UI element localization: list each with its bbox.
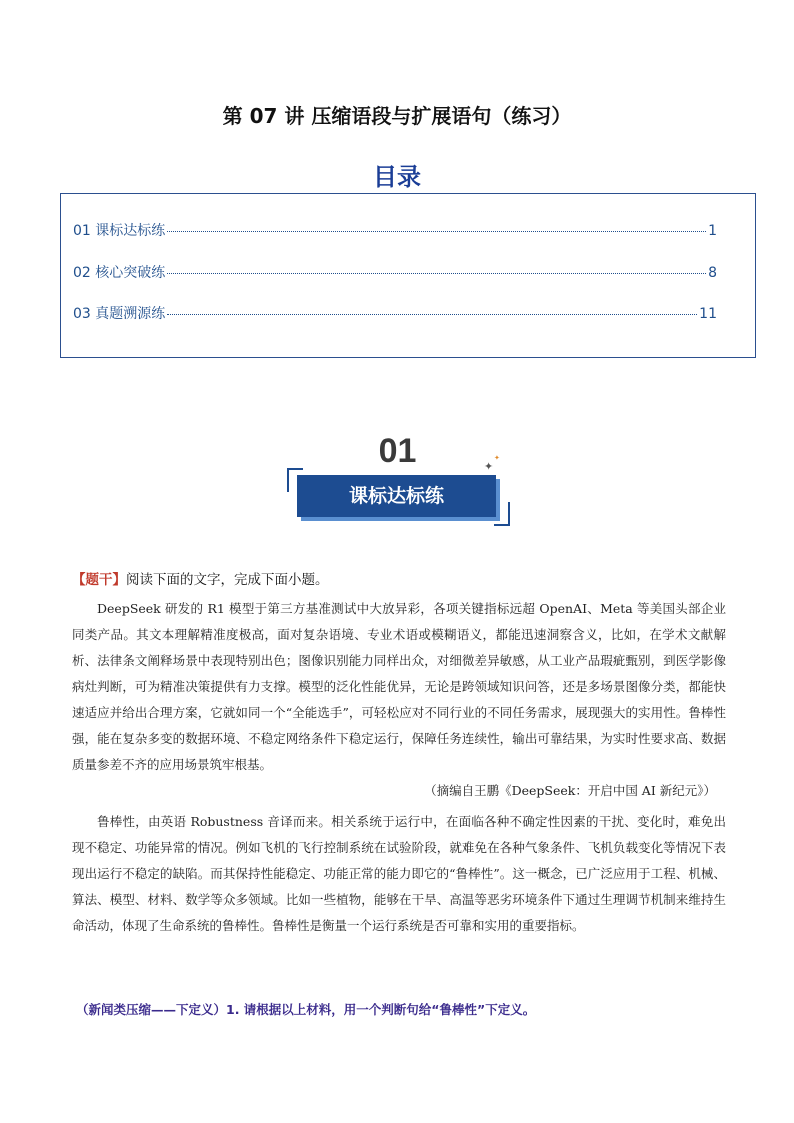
toc-leader [167,231,706,232]
sparkle-icon: ✦ [494,454,500,462]
toc-item-1[interactable] [73,220,717,240]
toc-leader [167,273,706,274]
toc-item-label[interactable]: 02 核心突破练 [73,265,166,281]
document-title: 第 07 讲 压缩语段与扩展语句（练习） [222,104,572,128]
stem-tag: 【题干】 [72,572,126,588]
passage-source: （摘编自王鹏《DeepSeek：开启中国 AI 新纪元》） [424,783,716,798]
stem-text: 阅读下面的文字，完成下面小题。 [126,572,329,588]
table-of-contents [60,193,756,358]
toc-item-page: 8 [708,265,717,281]
question-1: （新闻类压缩——下定义）1. 请根据以上材料，用一个判断句给“鲁棒性”下定义。 [76,1002,536,1017]
passage-paragraph-1: DeepSeek 研发的 R1 模型于第三方基准测试中大放异彩，各项关键指标远超 OpenAI、Meta 等美国头部企业同类产品。其文本理解精准度极高，面对复杂语境、专业术语或模糊语义，都能迅速洞察含义，比如，在学术文献解析、法律条文阐释场景中表现特别出色；图像识别能力同样出众，对细微差异敏感，从工业产品瑕疵甄别，到医学影像病灶判断，可为精准决策提供有力支撑。模型的泛化性能优异，无论是跨领域知识问答，还是多场景图像分类，都能快速适应并给出合理方案，它就如同一个“全能选手”，可轻松应对不同行业的不同任务需求，展现强大的实用性。鲁棒性强，能在复杂多变的数据环境、不稳定网络条件下稳定运行，保障任务连续性，输出可靠结果，为实时性要求高、数据质量参差不齐的应用场景筑牢根基。 [72,601,726,772]
section-banner [285,430,510,525]
section-number: 01 [378,432,417,470]
toc-item-3[interactable] [73,303,717,323]
question-stem [72,568,329,588]
toc-item-page: 11 [699,306,717,322]
toc-leader [167,314,697,315]
sparkle-icon: ✦ [484,460,494,473]
toc-heading: 目录 [373,163,421,191]
section-title: 课标达标练 [297,475,496,517]
toc-item-label[interactable]: 03 真题溯源练 [73,306,166,322]
bracket-decoration [494,502,510,526]
toc-item-2[interactable] [73,262,717,282]
toc-item-label[interactable]: 01 课标达标练 [73,223,166,239]
passage-paragraph-2: 鲁棒性，由英语 Robustness 音译而来。相关系统于运行中，在面临各种不确定性因素的干扰、变化时，难免出现不稳定、功能异常的情况。例如飞机的飞行控制系统在试验阶段，就难免在各种气象条件、飞机负载变化等情况下表现出运行不稳定的缺陷。而其保持性能稳定、功能正常的能力即它的“鲁棒性”。这一概念，已广泛应用于工程、机械、算法、模型、材料、数学等众多领域。比如一些植物，能够在干旱、高温等恶劣环境条件下通过生理调节机制来维持生命活动，体现了生命系统的鲁棒性。鲁棒性是衡量一个运行系统是否可靠和实用的重要指标。 [72,814,726,933]
toc-item-page: 1 [708,223,717,239]
